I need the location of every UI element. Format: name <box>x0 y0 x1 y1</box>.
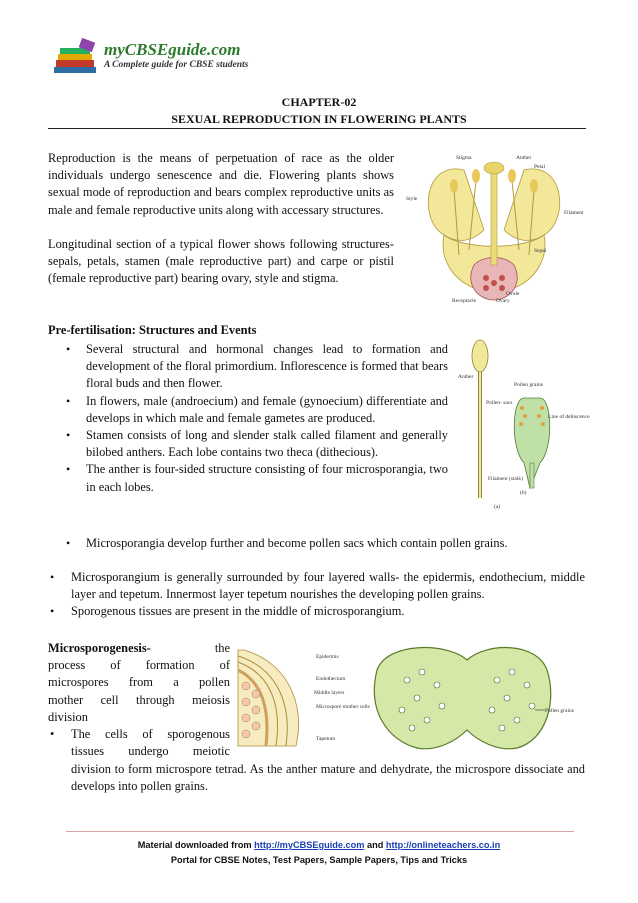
label-anther: Anther <box>458 374 474 380</box>
microsporogenesis-definition: Microsporogenesis- the process of formation of microspores from a pollen mother cell through meiosis division <box>48 641 230 724</box>
logo <box>52 38 249 78</box>
label-sepal: Sepal <box>534 248 547 254</box>
label-pollen-grains: Pollen grains <box>545 708 574 714</box>
title-rule <box>48 128 586 129</box>
label-b: (b) <box>520 490 527 496</box>
label-tapetum: Tapetum <box>316 736 336 742</box>
microsporangium-list <box>48 569 585 621</box>
label-mother-cells: Microspore mother cells <box>316 704 370 710</box>
label-middle-layers: Middle layers <box>314 690 345 696</box>
list-item: • Microsporangium is generally surrounded by four layered walls- the epidermis, endothecium, middle layer and tepetum. Innermost layer tepetum nourishes the developing pollen grains. <box>48 569 585 603</box>
section-heading: Pre-fertilisation: Structures and Events <box>48 323 257 337</box>
intro-paragraph-1: Reproduction is the means of perpetuation of race as the older individuals undergo senescence and die. Flowering plants shows sexual mode of reproduction and bears complex reproductive units as male and female reproductive units along with accessary structures. <box>48 151 394 217</box>
meiosis-bullet-start: • The cells of sporogenous tissues undergo meiotic <box>50 727 230 759</box>
chapter-title: SEXUAL REPRODUCTION IN FLOWERING PLANTS <box>171 112 467 126</box>
footer-line-2: Portal for CBSE Notes, Test Papers, Sample Papers, Tips and Tricks <box>170 855 468 865</box>
pre-fertilisation-list-cont <box>48 535 588 552</box>
list-item: • Several structural and hormonal changes lead to formation and development of the floral primordium. Inflorescence is formed that bears floral buds and then flower. <box>48 341 448 393</box>
chapter-number: CHAPTER-02 <box>281 95 357 109</box>
books-icon <box>52 38 104 78</box>
list-item: • Microsporangia develop further and become pollen sacs which contain pollen grains. <box>48 535 588 552</box>
label-endothecium: Endothecium <box>316 676 346 682</box>
label-pollen-sacs: Pollen- sacs <box>486 400 513 406</box>
label-filament: Filament (stalk) <box>488 476 523 482</box>
flower-section-diagram <box>404 150 590 312</box>
label-epidermis: Epidermis <box>316 654 339 660</box>
microsporangium-wall-diagram <box>236 642 370 752</box>
label-a: (a) <box>494 504 501 510</box>
label-stigma: Stigma <box>456 155 472 161</box>
list-item: • In flowers, male (androecium) and female (gynoecium) differentiate and develops in which male and female gametes are produced. <box>48 393 448 427</box>
label-filament: Filament <box>564 210 584 216</box>
label-ovary: Ovary <box>496 298 510 304</box>
link-mycbseguide[interactable]: http://myCBSEguide.com <box>254 840 365 850</box>
term: Microsporogenesis- <box>48 641 151 655</box>
brand-name: myCBSEguide.com <box>104 40 241 59</box>
intro-paragraph-2: Longitudinal section of a typical flower shows following structures- sepals, petals, stamen (male reproductive part) and carpe or pistil (female reproductive part) bearing ovary, style and stigma. <box>48 237 394 286</box>
label-anther: Anther <box>516 155 532 161</box>
meiosis-bullet-rest: division to form microspore tetrad. As the anther mature and dehydrate, the microspore dissociate and develops into pollen grains. <box>71 762 585 794</box>
label-style: Style <box>406 196 418 202</box>
list-item: • Sporogenous tissues are present in the middle of microsporangium. <box>48 603 585 620</box>
footer-line-1: Material downloaded from http://myCBSEguide.com and http://onlineteachers.co.in <box>137 840 501 850</box>
anther-cross-section <box>367 640 587 754</box>
label-pollen-grains: Pollen grains <box>514 382 543 388</box>
footer-rule <box>66 831 574 832</box>
brand-tagline: A Complete guide for CBSE students <box>104 60 249 70</box>
list-item: • The anther is four-sided structure consisting of four microsporangia, two in each lobes. <box>48 461 448 495</box>
stamen-diagram <box>452 338 590 514</box>
pre-fertilisation-list <box>48 341 448 496</box>
label-ovule: Ovule <box>506 291 520 297</box>
label-petal: Petal <box>534 164 545 170</box>
link-onlineteachers[interactable]: http://onlineteachers.co.in <box>385 840 501 850</box>
label-receptacle: Receptacle <box>452 298 477 304</box>
list-item: • Stamen consists of long and slender stalk called filament and generally bilobed anthers. Each lobe contains two theca (dithecious). <box>48 427 448 461</box>
label-line-dehiscence: Line of dehiscence <box>548 414 590 420</box>
